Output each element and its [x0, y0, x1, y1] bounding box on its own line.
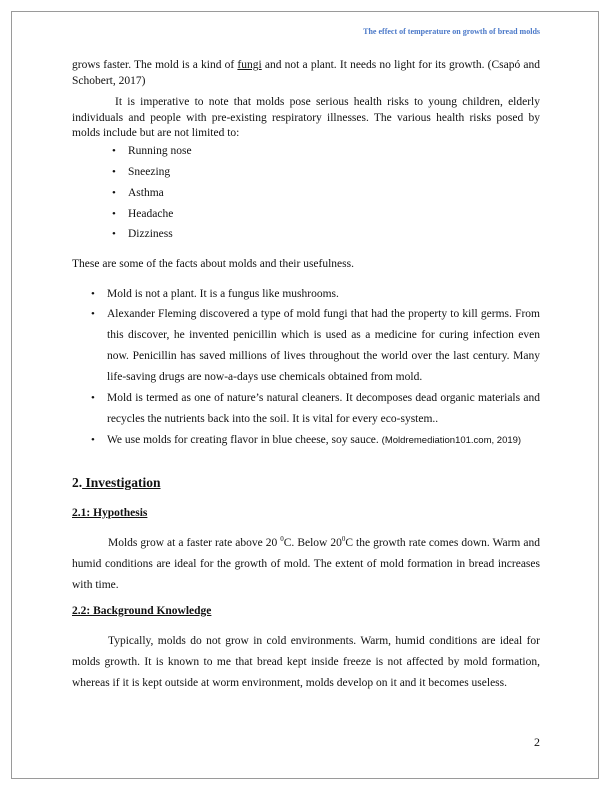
background-heading: 2.2: Background Knowledge — [72, 605, 212, 617]
list-item: • Asthma — [128, 187, 164, 199]
fact-text: We use molds for creating flavor in blue cheese, soy sauce. — [107, 434, 382, 446]
list-item: • Headache — [128, 208, 173, 220]
running-header: The effect of temperature on growth of bread molds — [363, 27, 540, 36]
list-item: • Dizziness — [128, 228, 173, 240]
list-item — [107, 430, 540, 451]
intro-paragraph — [72, 58, 540, 89]
background-text: Typically, molds do not grow in cold environments. Warm, humid conditions are ideal for molds growth. It is known to me that bread kept inside freeze is not affected by mold formation, whereas if it is kept outside at worm environment, molds develop on it and it becomes useless. — [72, 635, 540, 689]
list-item: • Mold is not a plant. It is a fungus like mushrooms. — [107, 284, 540, 305]
section-title: Investigation — [82, 475, 161, 490]
risks-paragraph: It is imperative to note that molds pose serious health risks to young children, elderly individuals and people with pre-existing respiratory illnesses. The various health risks posed by molds include but are not limited to: — [72, 96, 540, 140]
hypothesis-text — [72, 533, 540, 596]
hypothesis-part: C the growth rate comes down. Warm and humid conditions are ideal for the growth of mold. The extent of mold formation in bread increases with time. — [72, 537, 540, 591]
facts-intro: These are some of the facts about molds and their usefulness. — [72, 258, 354, 270]
section-number: 2. — [72, 475, 83, 490]
intro-text-end: and not a plant. It needs no light for its growth. (Csapó and Schobert, 2017) — [72, 59, 540, 87]
hypothesis-part: C. Below 20 — [283, 537, 342, 549]
list-item: • Mold is termed as one of nature’s natural cleaners. It decomposes dead organic materials and recycles the nutrients back into the soil. It is vital for every eco-system.. — [107, 388, 540, 430]
degree-superscript: 0 — [280, 535, 284, 544]
fungi-underlined: fungi — [237, 59, 262, 71]
hypothesis-heading: 2.1: Hypothesis — [72, 507, 148, 519]
intro-text-start: grows faster. The mold is a kind of — [72, 59, 238, 71]
page-number: 2 — [534, 735, 540, 749]
list-item: • Running nose — [128, 145, 192, 157]
list-item: • Alexander Fleming discovered a type of mold fungi that had the property to kill germs. From this discover, he invented penicillin which is used as a medicine for curing infection even now. Penicillin has saved millions of lives throughout the world over the last century. Many life-saving drugs are now-a-days use chemicals obtained from mold. — [107, 304, 540, 388]
section-heading — [72, 475, 161, 491]
citation: (Moldremediation101.com, 2019) — [381, 435, 522, 446]
hypothesis-part: Molds grow at a faster rate above 20 — [108, 537, 281, 549]
list-item: • Sneezing — [128, 166, 170, 178]
degree-superscript: 0 — [341, 535, 346, 544]
